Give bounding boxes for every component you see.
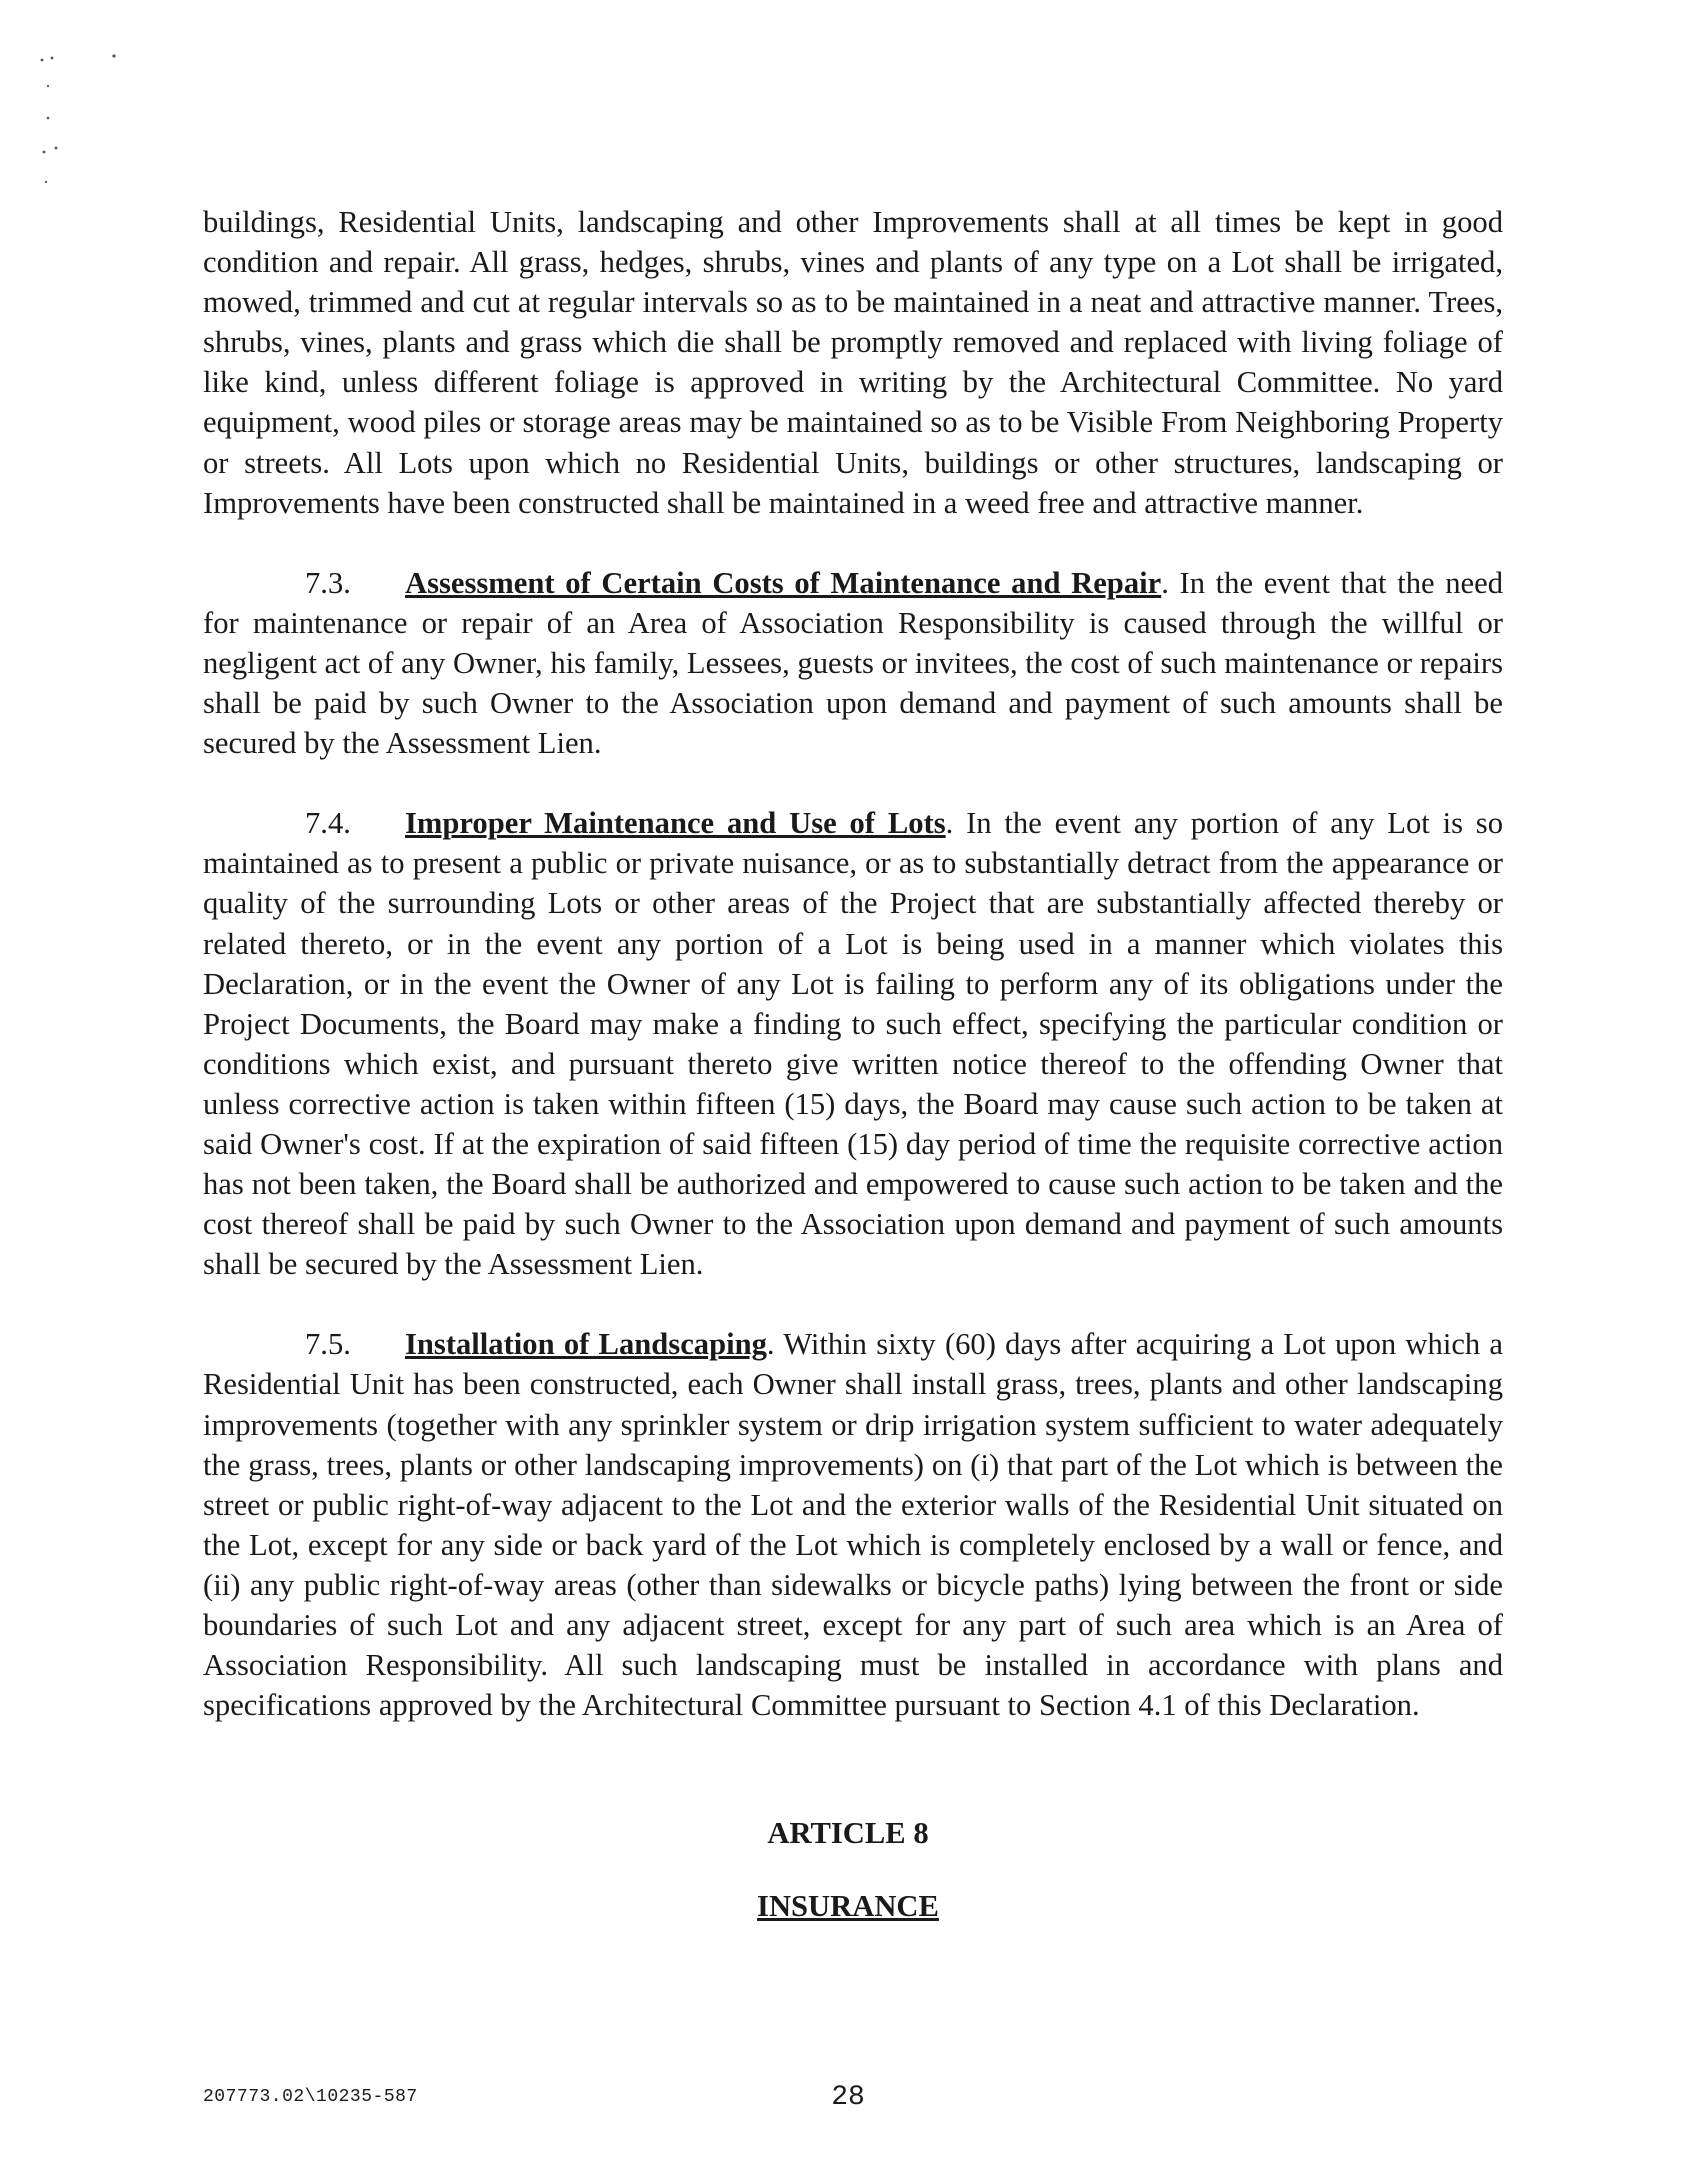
section-heading: Improper Maintenance and Use of Lots xyxy=(405,806,946,841)
speck xyxy=(43,151,46,154)
speck xyxy=(45,181,47,183)
section-number: 7.3. xyxy=(305,565,351,600)
section-number: 7.5. xyxy=(305,1327,351,1362)
document-body xyxy=(203,202,1503,1765)
speck xyxy=(51,57,54,60)
speck xyxy=(47,85,49,87)
article-number: ARTICLE 8 xyxy=(767,1816,929,1850)
speck xyxy=(47,117,50,120)
article-title: INSURANCE xyxy=(757,1889,939,1923)
section-heading: Installation of Landscaping xyxy=(405,1327,767,1362)
speck xyxy=(112,54,115,57)
speck xyxy=(55,147,58,150)
section-7-3 xyxy=(203,563,1503,763)
document-id: 207773.02\10235-587 xyxy=(203,2087,418,2107)
section-7-4 xyxy=(203,803,1503,1284)
scan-specks xyxy=(38,52,128,192)
section-body: . In the event that the need for maintenance or repair of an Area of Association Responsibility is caused through the willful or negligent act of any Owner, his family, Lessees, guests or invitees, the cost of such maintenance or repairs shall be paid by such Owner to the Association upon demand and payment of such amounts shall be secured by the Assessment Lien. xyxy=(203,565,1503,761)
section-number: 7.4. xyxy=(305,806,351,841)
section-body: . Within sixty (60) days after acquiring a Lot upon which a Residential Unit has been constructed, each Owner shall install grass, trees, plants and other landscaping improvements (together with any sprinkler system or drip irrigation system sufficient to water adequately the grass, trees, plants or other landscaping improvements) on (i) that part of the Lot which is between the street or public right-of-way adjacent to the Lot and the exterior walls of the Residential Unit situated on the Lot, except for any side or back yard of the Lot which is completely enclosed by a wall or fence, and (ii) any public right-of-way areas (other than sidewalks or bicycle paths) lying between the front or side boundaries of such Lot and any adjacent street, except for any part of such area which is an Area of Association Responsibility. All such landscaping must be installed in accordance with plans and specifications approved by the Architectural Committee pursuant to Section 4.1 of this Declaration. xyxy=(203,1327,1504,1723)
page-number: 28 xyxy=(831,2082,865,2113)
section-body: . In the event any portion of any Lot is so maintained as to present a public or private nuisance, or as to substantially detract from the appearance or quality of the surrounding Lots or other areas of the Project that are substantially affected thereby or related thereto, or in the event any portion of a Lot is being used in a manner which violates this Declaration, or in the event the Owner of any Lot is failing to perform any of its obligations under the Project Documents, the Board may make a finding to such effect, specifying the particular condition or conditions which exist, and pursuant thereto give written notice thereof to the offending Owner that unless corrective action is taken within fifteen (15) days, the Board may cause such action to be taken at said Owner's cost. If at the expiration of said fifteen (15) day period of time the requisite corrective action has not been taken, the Board shall be authorized and empowered to cause such action to be taken and the cost thereof shall be paid by such Owner to the Association upon demand and payment of such amounts shall be secured by the Assessment Lien. xyxy=(203,806,1504,1282)
section-7-5 xyxy=(203,1324,1503,1725)
speck xyxy=(41,59,44,62)
continuation-paragraph: buildings, Residential Units, landscaping and other Improvements shall at all times be kept in good condition and repair. All grass, hedges, shrubs, vines and plants of any type on a Lot shall be irrigated, mowed, trimmed and cut at regular intervals so as to be maintained in a neat and attractive manner. Trees, shrubs, vines, plants and grass which die shall be promptly removed and replaced with living foliage of like kind, unless different foliage is approved in writing by the Architectural Committee. No yard equipment, wood piles or storage areas may be maintained so as to be Visible From Neighboring Property or streets. All Lots upon which no Residential Units, buildings or other structures, landscaping or Improvements have been constructed shall be maintained in a weed free and attractive manner. xyxy=(203,205,1503,520)
section-heading: Assessment of Certain Costs of Maintenance and Repair xyxy=(405,565,1162,600)
